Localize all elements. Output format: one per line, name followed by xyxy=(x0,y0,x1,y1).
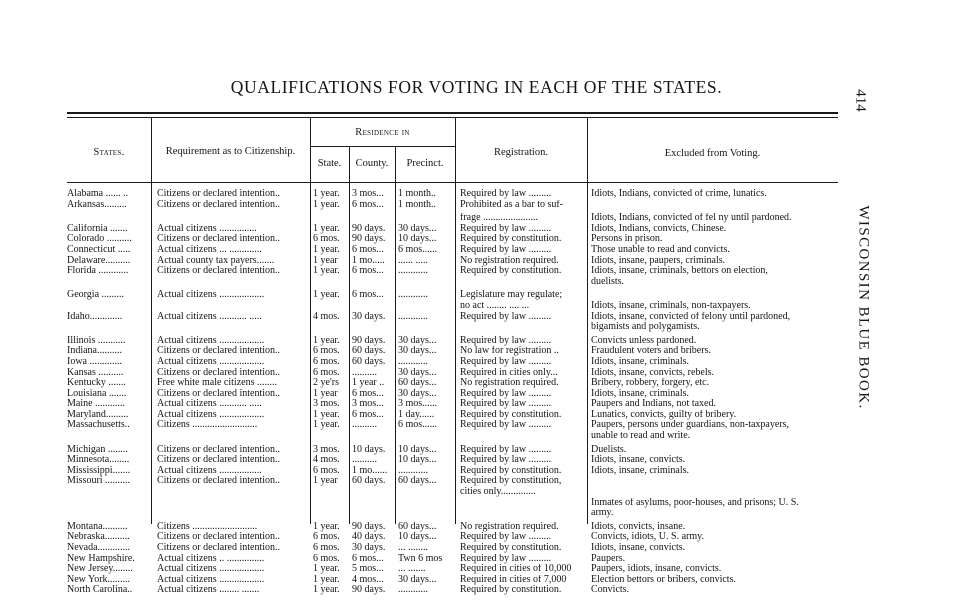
cell-precinct-residence: 6 mos...... xyxy=(398,244,438,255)
cell-precinct-residence: 60 days... xyxy=(398,378,437,389)
cell-state: Kentucky ....... xyxy=(67,378,126,389)
cell-county-residence: 6 mos... xyxy=(352,409,384,420)
cell-county-residence: 6 mos... xyxy=(352,244,384,255)
cell-registration: Required by law ......... xyxy=(460,244,552,255)
cell-county-residence: 30 days. xyxy=(352,311,386,322)
cell-citizenship: Actual citizens .................. xyxy=(157,356,265,367)
cell-county-residence: 5 mos... xyxy=(352,564,384,575)
cell-state-residence: 6 mos. xyxy=(313,356,340,367)
cell-state: Delaware.......... xyxy=(67,255,131,266)
cell-state-residence: 1 year. xyxy=(313,244,340,255)
cell-state: Illinois ........... xyxy=(67,335,126,346)
table-row xyxy=(0,189,953,200)
cell-registration: Required in cities only... xyxy=(460,367,558,378)
cell-state: Montana.......... xyxy=(67,521,128,532)
table-row xyxy=(0,532,953,543)
cell-county-residence: 6 mos... xyxy=(352,266,384,277)
table-row xyxy=(0,266,953,277)
table-row xyxy=(0,564,953,575)
cell-state-residence: 1 year xyxy=(313,255,338,266)
cell-registration: No registration required. xyxy=(460,378,559,389)
table-top-rule xyxy=(67,112,838,114)
table-row xyxy=(0,378,953,389)
cell-state-residence: 1 year. xyxy=(313,409,340,420)
cell-registration: cities only.............. xyxy=(460,487,536,498)
cell-state-residence: 1 year. xyxy=(313,564,340,575)
cell-state: Missouri .......... xyxy=(67,476,131,487)
cell-citizenship: Actual citizens ................. xyxy=(157,465,262,476)
cell-registration: Required by constitution. xyxy=(460,465,562,476)
table-row xyxy=(0,543,953,554)
table-row xyxy=(0,245,953,256)
table-row xyxy=(0,322,953,333)
cell-state: Kansas .......... xyxy=(67,367,124,378)
cell-citizenship: Actual citizens ........... ..... xyxy=(157,399,262,410)
cell-registration: Required by law ......... xyxy=(460,444,552,455)
cell-citizenship: Citizens or declared intention.. xyxy=(157,543,281,553)
cell-state-residence: 3 mos. xyxy=(313,399,340,410)
header-county: County. xyxy=(355,158,389,169)
table-row xyxy=(0,476,953,487)
cell-citizenship: Actual citizens .................. xyxy=(157,290,265,301)
cell-precinct-residence: ............ xyxy=(398,290,428,301)
cell-precinct-residence: ............ xyxy=(398,585,428,596)
cell-excluded: Convicts unless pardoned. xyxy=(591,335,697,346)
cell-county-residence: .......... xyxy=(352,367,377,378)
cell-state-residence: 1 year. xyxy=(313,223,340,234)
cell-state-residence: 6 mos. xyxy=(313,532,340,543)
cell-citizenship: Citizens .......................... xyxy=(157,420,258,431)
cell-state: Indiana.......... xyxy=(67,346,122,357)
cell-state: New Hampshire. xyxy=(67,553,135,564)
cell-citizenship: Citizens or declared intention.. xyxy=(157,266,281,277)
cell-state-residence: 1 year. xyxy=(313,290,340,301)
cell-citizenship: Citizens or declared intention.. xyxy=(157,346,281,357)
cell-state-residence: 4 mos. xyxy=(313,311,340,322)
cell-excluded: Paupers, persons under guardians, non-taxpayers, xyxy=(591,420,790,431)
cell-excluded: bigamists and polygamists. xyxy=(591,322,700,333)
cell-state: Michigan ........ xyxy=(67,444,128,455)
cell-county-residence: 6 mos... xyxy=(352,290,384,301)
cell-state-residence: 1 year. xyxy=(313,585,340,596)
cell-state: Florida ............ xyxy=(67,266,129,277)
cell-excluded: Convicts, idiots, U. S. army. xyxy=(591,532,704,543)
cell-precinct-residence: 30 days... xyxy=(398,367,437,378)
cell-state: New York......... xyxy=(67,574,131,585)
cell-citizenship: Actual citizens ... ............. xyxy=(157,244,262,255)
cell-registration: Legislature may regulate; xyxy=(460,290,563,301)
table-row xyxy=(0,301,953,312)
cell-county-residence: 6 mos... xyxy=(352,553,384,564)
table-row xyxy=(0,336,953,347)
table-row xyxy=(0,487,953,498)
table-row xyxy=(0,554,953,565)
cell-precinct-residence: 6 mos...... xyxy=(398,420,438,431)
cell-citizenship: Citizens or declared intention.. xyxy=(157,444,281,455)
cell-state-residence: 6 mos. xyxy=(313,553,340,564)
cell-county-residence: 6 mos... xyxy=(352,199,384,210)
cell-state: Minnesota........ xyxy=(67,455,130,466)
cell-precinct-residence: 10 days... xyxy=(398,532,437,543)
table-row xyxy=(0,234,953,245)
cell-state: Louisiana ....... xyxy=(67,388,127,399)
cell-citizenship: Actual citizens ........ ....... xyxy=(157,585,260,596)
cell-county-residence: 30 days. xyxy=(352,543,386,553)
cell-excluded: Inmates of asylums, poor-houses, and prisons; U. S. xyxy=(591,497,799,508)
table-row xyxy=(0,420,953,431)
table-row xyxy=(0,200,953,211)
cell-precinct-residence: 60 days... xyxy=(398,476,437,487)
cell-county-residence: 60 days. xyxy=(352,346,386,357)
cell-excluded: Idiots, insane, convicted of felony until pardoned, xyxy=(591,311,791,322)
cell-citizenship: Citizens or declared intention.. xyxy=(157,199,281,210)
cell-citizenship: Citizens or declared intention.. xyxy=(157,189,281,199)
cell-excluded: Paupers. xyxy=(591,553,626,564)
cell-excluded: Fraudulent voters and bribers. xyxy=(591,346,711,357)
cell-excluded: Idiots, convicts, insane. xyxy=(591,521,686,532)
cell-state: California ....... xyxy=(67,223,128,234)
cell-citizenship: Citizens or declared intention.. xyxy=(157,455,281,466)
table-row xyxy=(0,522,953,533)
cell-precinct-residence: 60 days... xyxy=(398,521,437,532)
cell-excluded: Idiots, insane, criminals. xyxy=(591,465,690,476)
cell-registration: Required by constitution, xyxy=(460,476,562,487)
cell-registration: No law for registration .. xyxy=(460,346,559,357)
cell-state-residence: 6 mos. xyxy=(313,465,340,476)
cell-precinct-residence: 1 month.. xyxy=(398,199,437,210)
cell-precinct-residence: 1 day...... xyxy=(398,409,435,420)
cell-citizenship: Actual citizens .................. xyxy=(157,574,265,585)
running-head: WISCONSIN BLUE BOOK. xyxy=(855,205,872,410)
cell-precinct-residence: ............ xyxy=(398,266,428,277)
cell-citizenship: Actual citizens .................. xyxy=(157,564,265,575)
cell-precinct-residence: 3 mos...... xyxy=(398,399,438,410)
cell-state: Iowa ............. xyxy=(67,356,122,367)
cell-state: North Carolina.. xyxy=(67,585,133,596)
cell-registration: Required in cities of 10,000 xyxy=(460,564,572,575)
cell-county-residence: 90 days. xyxy=(352,234,386,245)
cell-precinct-residence: 10 days... xyxy=(398,444,437,455)
cell-county-residence: 3 mos... xyxy=(352,189,384,199)
cell-excluded: Idiots, insane, paupers, criminals. xyxy=(591,255,726,266)
table-row xyxy=(0,445,953,456)
cell-state: Nevada............. xyxy=(67,543,131,553)
table-row xyxy=(0,312,953,323)
table-body xyxy=(0,189,953,596)
cell-excluded: Those unable to read and convicts. xyxy=(591,244,730,255)
cell-state: Maryland......... xyxy=(67,409,129,420)
cell-county-residence: 90 days. xyxy=(352,223,386,234)
cell-citizenship: Citizens or declared intention.. xyxy=(157,532,281,543)
cell-registration: Required by law ......... xyxy=(460,335,552,346)
table-row xyxy=(0,399,953,410)
cell-registration: Required by law ......... xyxy=(460,311,552,322)
cell-registration: Required by constitution. xyxy=(460,543,562,553)
cell-citizenship: Citizens or declared intention.. xyxy=(157,367,281,378)
cell-county-residence: 6 mos... xyxy=(352,388,384,399)
cell-citizenship: Actual citizens .................. xyxy=(157,335,265,346)
cell-registration: no act ........ .... ... xyxy=(460,300,530,311)
cell-county-residence: 1 year .. xyxy=(352,378,385,389)
cell-citizenship: Citizens or declared intention.. xyxy=(157,476,281,487)
header-bottom-rule xyxy=(67,182,838,183)
table-row xyxy=(0,585,953,596)
cell-county-residence: .......... xyxy=(352,420,377,431)
table-row xyxy=(0,455,953,466)
cell-state-residence: 6 mos. xyxy=(313,543,340,553)
cell-precinct-residence: 30 days... xyxy=(398,346,437,357)
page-number: 414 xyxy=(852,89,869,112)
cell-registration: Required by law ......... xyxy=(460,455,552,466)
table-top-rule-thin xyxy=(67,117,838,118)
cell-excluded: Idiots, Indians, convicts, Chinese. xyxy=(591,223,727,234)
cell-state-residence: 1 year. xyxy=(313,266,340,277)
header-state: State. xyxy=(317,158,342,169)
cell-precinct-residence: ... ........ xyxy=(398,543,428,553)
header-excluded: Excluded from Voting. xyxy=(664,148,761,159)
residence-underline xyxy=(310,146,455,147)
cell-precinct-residence: 1 month.. xyxy=(398,189,437,199)
cell-county-residence: 60 days. xyxy=(352,356,386,367)
cell-citizenship: Actual county tax payers....... xyxy=(157,255,275,266)
table-row xyxy=(0,431,953,442)
cell-excluded: Idiots, Indians, convicted of crime, lunatics. xyxy=(591,189,767,199)
table-row xyxy=(0,410,953,421)
cell-excluded: army. xyxy=(591,508,614,519)
table-row xyxy=(0,346,953,357)
cell-state-residence: 6 mos. xyxy=(313,346,340,357)
cell-precinct-residence: 30 days... xyxy=(398,574,437,585)
cell-state: Georgia ......... xyxy=(67,290,125,301)
cell-state-residence: 4 mos. xyxy=(313,455,340,466)
cell-citizenship: Actual citizens .................. xyxy=(157,409,265,420)
table-row xyxy=(0,498,953,509)
table-row xyxy=(0,213,953,224)
cell-state: Alabama ...... .. xyxy=(67,189,129,199)
cell-state: New Jersey........ xyxy=(67,564,133,575)
cell-state-residence: 1 year. xyxy=(313,335,340,346)
cell-precinct-residence: ............ xyxy=(398,465,428,476)
table-row xyxy=(0,466,953,477)
cell-state: Maine ............ xyxy=(67,399,126,410)
cell-citizenship: Free white male citizens ........ xyxy=(157,378,277,389)
cell-county-residence: 1 mo...... xyxy=(352,465,388,476)
cell-state-residence: 1 year. xyxy=(313,574,340,585)
cell-state-residence: 6 mos. xyxy=(313,234,340,245)
table-row xyxy=(0,290,953,301)
cell-precinct-residence: 30 days... xyxy=(398,335,437,346)
cell-county-residence: 90 days. xyxy=(352,335,386,346)
cell-excluded: Idiots, insane, convicts. xyxy=(591,543,686,553)
cell-registration: Required by constitution. xyxy=(460,585,562,596)
cell-citizenship: Citizens or declared intention.. xyxy=(157,234,281,245)
cell-excluded: Lunatics, convicts, guilty of bribery. xyxy=(591,409,737,420)
cell-registration: Required by law ......... xyxy=(460,356,552,367)
cell-precinct-residence: 30 days... xyxy=(398,388,437,399)
cell-county-residence: 90 days. xyxy=(352,521,386,532)
cell-registration: frage ...................... xyxy=(460,213,539,224)
cell-excluded: Idiots, insane, convicts, rebels. xyxy=(591,367,715,378)
cell-state: Idaho............. xyxy=(67,311,123,322)
table-row xyxy=(0,357,953,368)
cell-excluded: Convicts. xyxy=(591,585,630,596)
table-row xyxy=(0,575,953,586)
cell-excluded: Election bettors or bribers, convicts. xyxy=(591,574,736,585)
cell-citizenship: Citizens or declared intention.. xyxy=(157,388,281,399)
header-residence: Residence in xyxy=(355,127,410,138)
cell-county-residence: 4 mos... xyxy=(352,574,384,585)
cell-excluded: unable to read and write. xyxy=(591,431,691,442)
cell-registration: Required in cities of 7,000 xyxy=(460,574,567,585)
cell-registration: Prohibited as a bar to suf- xyxy=(460,199,564,210)
header-citizenship: Requirement as to Citizenship. xyxy=(165,146,296,157)
cell-state: Massachusetts.. xyxy=(67,420,130,431)
cell-precinct-residence: 30 days... xyxy=(398,223,437,234)
table-row xyxy=(0,224,953,235)
cell-county-residence: 90 days. xyxy=(352,585,386,596)
cell-citizenship: Actual citizens ............... xyxy=(157,223,257,234)
cell-state-residence: 1 year. xyxy=(313,189,340,199)
cell-county-residence: 3 mos... xyxy=(352,399,384,410)
table-row xyxy=(0,256,953,267)
cell-citizenship: Actual citizens .. ............... xyxy=(157,553,265,564)
cell-excluded: Persons in prison. xyxy=(591,234,663,245)
cell-registration: Required by law ......... xyxy=(460,223,552,234)
cell-state-residence: 2 ye'rs xyxy=(313,378,339,389)
cell-state-residence: 3 mos. xyxy=(313,444,340,455)
cell-registration: Required by law ......... xyxy=(460,399,552,410)
header-registration: Registration. xyxy=(494,147,548,158)
cell-state-residence: 1 year. xyxy=(313,521,340,532)
cell-precinct-residence: ............ xyxy=(398,311,428,322)
header-precinct: Precinct. xyxy=(406,158,444,169)
table-row xyxy=(0,389,953,400)
cell-state-residence: 6 mos. xyxy=(313,367,340,378)
cell-excluded: Duelists. xyxy=(591,444,627,455)
cell-excluded: duelists. xyxy=(591,276,625,287)
cell-excluded: Idiots, Indians, convicted of fel ny until pardoned. xyxy=(591,213,792,224)
cell-precinct-residence: ............ xyxy=(398,356,428,367)
cell-state: Connecticut ..... xyxy=(67,244,131,255)
cell-precinct-residence: ...... ..... xyxy=(398,255,428,266)
header-states: States. xyxy=(93,147,125,158)
cell-precinct-residence: 10 days... xyxy=(398,455,437,466)
cell-state-residence: 1 year xyxy=(313,388,338,399)
page-title: QUALIFICATIONS FOR VOTING IN EACH OF THE STATES. xyxy=(230,77,723,97)
cell-citizenship: Citizens .......................... xyxy=(157,521,258,532)
cell-county-residence: 1 mo..... xyxy=(352,255,385,266)
cell-registration: Required by law ......... xyxy=(460,189,552,199)
cell-state-residence: 1 year. xyxy=(313,420,340,431)
cell-excluded: Paupers and Indians, not taxed. xyxy=(591,399,716,410)
table-row xyxy=(0,277,953,288)
cell-county-residence: 10 days. xyxy=(352,444,386,455)
cell-county-residence: 60 days. xyxy=(352,476,386,487)
cell-county-residence: .......... xyxy=(352,455,377,466)
table-row xyxy=(0,368,953,379)
cell-registration: Required by law ......... xyxy=(460,553,552,564)
cell-precinct-residence: 10 days... xyxy=(398,234,437,245)
table-row xyxy=(0,508,953,519)
cell-precinct-residence: Twn 6 mos xyxy=(398,553,443,564)
cell-state: Mississippi....... xyxy=(67,465,131,476)
cell-citizenship: Actual citizens ........... ..... xyxy=(157,311,262,322)
cell-excluded: Idiots, insane, criminals. xyxy=(591,388,690,399)
cell-registration: No registration required. xyxy=(460,521,559,532)
cell-state: Nebraska.......... xyxy=(67,532,130,543)
cell-excluded: Idiots, insane, criminals. xyxy=(591,356,690,367)
cell-registration: Required by constitution. xyxy=(460,234,562,245)
cell-state: Arkansas......... xyxy=(67,199,127,210)
cell-precinct-residence: ... ....... xyxy=(398,564,426,575)
cell-registration: Required by constitution. xyxy=(460,266,562,277)
cell-excluded: Idiots, insane, criminals, bettors on election, xyxy=(591,266,768,277)
cell-state-residence: 1 year xyxy=(313,476,338,487)
cell-registration: Required by law ......... xyxy=(460,420,552,431)
cell-state-residence: 1 year. xyxy=(313,199,340,210)
cell-excluded: Paupers, idiots, insane, convicts. xyxy=(591,564,722,575)
cell-state: Colorado .......... xyxy=(67,234,132,245)
cell-registration: No registration required. xyxy=(460,255,559,266)
cell-excluded: Idiots, insane, criminals, non-taxpayers. xyxy=(591,300,751,311)
cell-excluded: Bribery, robbery, forgery, etc. xyxy=(591,378,710,389)
cell-registration: Required by constitution. xyxy=(460,409,562,420)
cell-registration: Required by law ......... xyxy=(460,532,552,543)
cell-excluded: Idiots, insane, convicts. xyxy=(591,455,686,466)
cell-registration: Required by law ......... xyxy=(460,388,552,399)
cell-county-residence: 40 days. xyxy=(352,532,386,543)
